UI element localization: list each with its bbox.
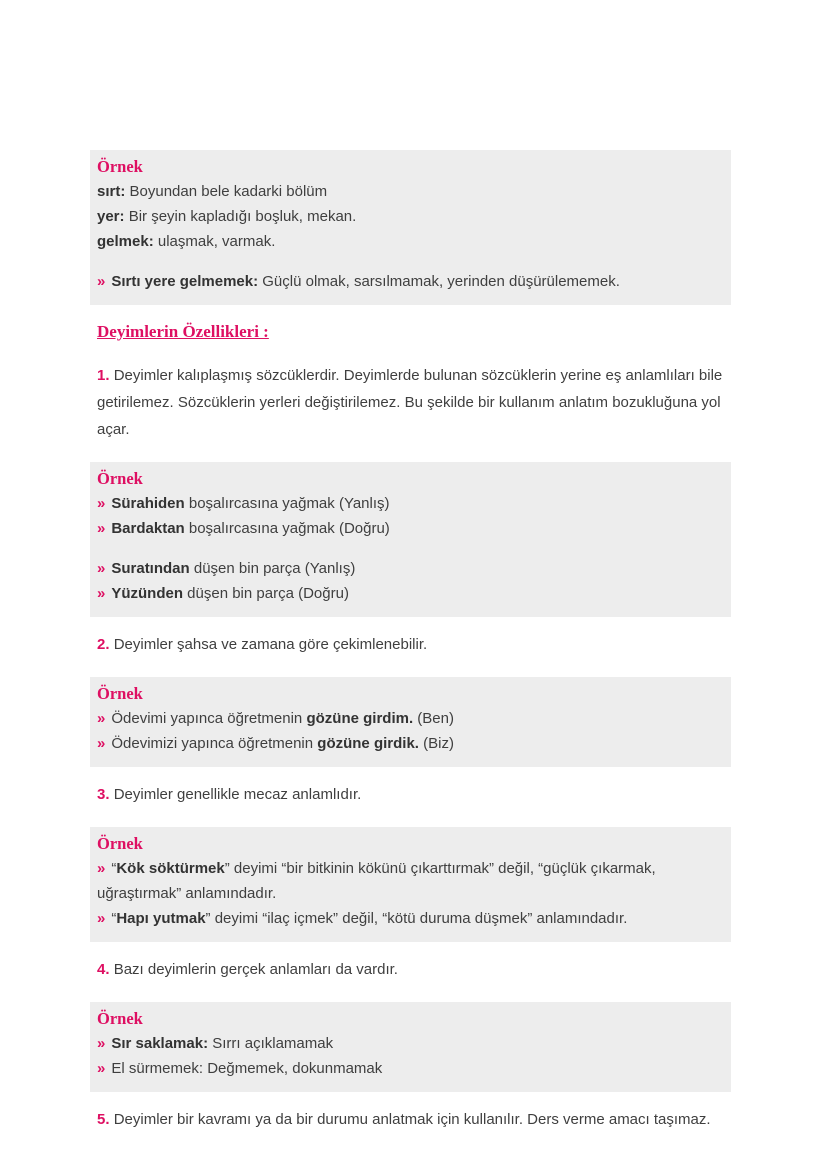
example-line: [97, 706, 721, 731]
numbered-paragraph: [90, 1106, 731, 1133]
chevron-marker: »: [97, 710, 106, 727]
chevron-marker: »: [97, 560, 106, 577]
chevron-marker: »: [97, 1060, 106, 1077]
example-line: [97, 229, 721, 254]
paragraph-text: Bazı deyimlerin gerçek anlamları da vardır.: [113, 961, 398, 978]
text-segment: boşalırcasına yağmak (Doğru): [184, 520, 390, 537]
text-segment: gözüne girdik.: [317, 735, 419, 752]
text-segment: Sırrı açıklamamak: [208, 1035, 334, 1052]
example-line: [97, 516, 721, 541]
example-line: [97, 269, 721, 294]
text-segment: sırt:: [97, 183, 126, 200]
example-box-label: Örnek: [97, 684, 143, 703]
text-segment: Suratından: [111, 560, 190, 577]
example-line: [97, 731, 721, 756]
chevron-marker: »: [97, 735, 106, 752]
text-segment: ” deyimi “ilaç içmek” değil, “kötü duruma düşmek” anlamındadır.: [205, 910, 628, 927]
chevron-marker: »: [97, 273, 106, 290]
text-segment: Sır saklamak:: [111, 1035, 209, 1052]
text-segment: gözüne girdim.: [306, 710, 414, 727]
text-segment: ” deyimi “bir bitkinin kökünü çıkarttırmak” değil, “güçlük çıkarmak, uğraştırmak” anlamındadır.: [97, 860, 656, 902]
text-segment: Hapı yutmak: [116, 910, 206, 927]
numbered-paragraph: [90, 362, 731, 443]
example-box-label: Örnek: [97, 834, 143, 853]
text-segment: gelmek:: [97, 233, 154, 250]
paragraph-text: Deyimler genellikle mecaz anlamlıdır.: [113, 786, 362, 803]
example-box: [90, 677, 731, 767]
numbered-paragraph: [90, 956, 731, 983]
text-segment: “: [111, 910, 117, 927]
text-segment: Boyundan bele kadarki bölüm: [125, 183, 328, 200]
section-heading: Deyimlerin Özellikleri :: [97, 322, 269, 341]
example-line: [97, 906, 721, 931]
text-segment: boşalırcasına yağmak (Yanlış): [184, 495, 390, 512]
text-segment: Kök söktürmek: [116, 860, 225, 877]
text-segment: ulaşmak, varmak.: [153, 233, 276, 250]
chevron-marker: »: [97, 910, 106, 927]
example-line: [97, 1031, 721, 1056]
chevron-marker: »: [97, 860, 106, 877]
text-segment: Bir şeyin kapladığı boşluk, mekan.: [124, 208, 357, 225]
text-segment: Güçlü olmak, sarsılmamak, yerinden düşürülememek.: [258, 273, 620, 290]
text-segment: Yüzünden: [111, 585, 184, 602]
chevron-marker: »: [97, 585, 106, 602]
example-box: [90, 150, 731, 305]
text-segment: yer:: [97, 208, 125, 225]
numbered-paragraph: [90, 631, 731, 658]
blank-line: [97, 254, 721, 269]
example-box-label: Örnek: [97, 469, 143, 488]
chevron-marker: »: [97, 495, 106, 512]
chevron-marker: »: [97, 1035, 106, 1052]
paragraph-number: 3.: [97, 786, 110, 803]
text-segment: Bardaktan: [111, 520, 185, 537]
example-box: [90, 827, 731, 942]
text-segment: Ödevimi yapınca öğretmenin: [111, 710, 307, 727]
text-segment: (Ben): [413, 710, 454, 727]
example-line: [97, 556, 721, 581]
numbered-paragraph: [90, 781, 731, 808]
text-segment: düşen bin parça (Doğru): [183, 585, 349, 602]
example-box: [90, 462, 731, 617]
example-box-label: Örnek: [97, 1009, 143, 1028]
text-segment: Ödevimizi yapınca öğretmenin: [111, 735, 318, 752]
example-line: [97, 204, 721, 229]
text-segment: Sürahiden: [111, 495, 185, 512]
example-line: [97, 856, 721, 906]
document-content: [90, 150, 731, 1152]
text-segment: Sırtı yere gelmemek:: [111, 273, 259, 290]
example-line: [97, 179, 721, 204]
paragraph-number: 4.: [97, 961, 110, 978]
example-line: [97, 491, 721, 516]
text-segment: düşen bin parça (Yanlış): [189, 560, 356, 577]
text-segment: “: [111, 860, 117, 877]
paragraph-text: Deyimler şahsa ve zamana göre çekimlenebilir.: [113, 636, 428, 653]
example-line: [97, 581, 721, 606]
example-box-label: Örnek: [97, 157, 143, 176]
paragraph-text: Deyimler bir kavramı ya da bir durumu anlatmak için kullanılır. Ders verme amacı taşımaz.: [113, 1111, 711, 1128]
example-box: [90, 1002, 731, 1092]
paragraph-number: 2.: [97, 636, 110, 653]
chevron-marker: »: [97, 520, 106, 537]
paragraph-text: Deyimler kalıplaşmış sözcüklerdir. Deyimlerde bulunan sözcüklerin yerine eş anlamlıları bile getirilemez. Sözcüklerin yerleri değiştirilemez. Bu şekilde bir kullanım anlatım bozukluğuna yol açar.: [97, 367, 723, 438]
text-segment: (Biz): [418, 735, 454, 752]
paragraph-number: 1.: [97, 367, 110, 384]
paragraph-number: 5.: [97, 1111, 110, 1128]
example-line: [97, 1056, 721, 1081]
blank-line: [97, 541, 721, 556]
text-segment: El sürmemek: Değmemek, dokunmamak: [111, 1060, 383, 1077]
